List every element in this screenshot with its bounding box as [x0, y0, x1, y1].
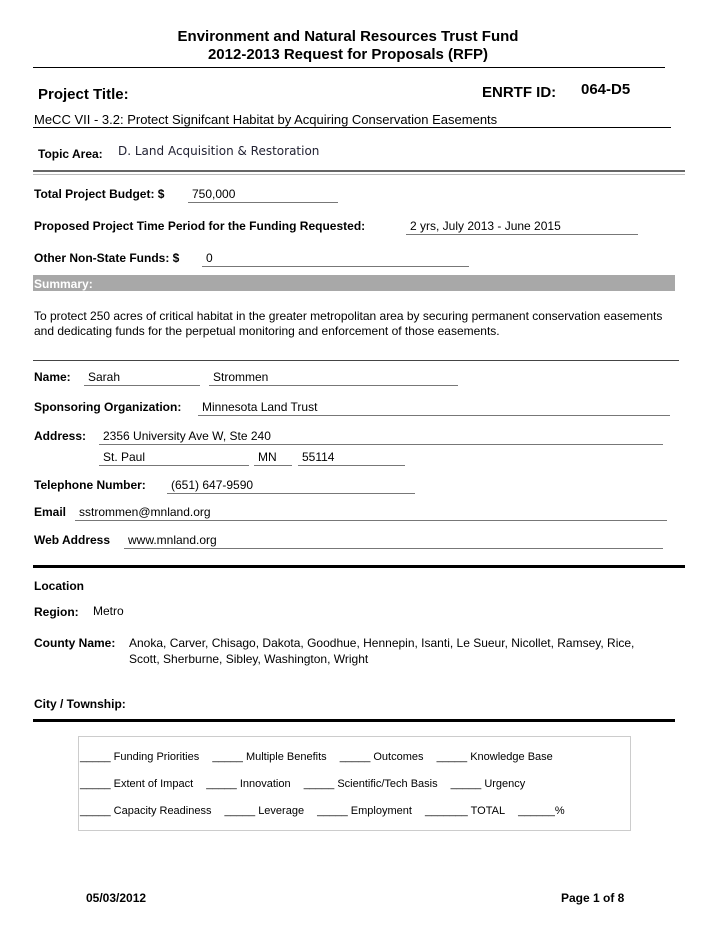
- enrtf-id-value: 064-D5: [581, 81, 631, 98]
- score-knowledge-base: _____ Knowledge Base: [436, 751, 553, 763]
- telephone-label: Telephone Number:: [34, 478, 146, 492]
- address-street-value: 2356 University Ave W, Ste 240: [99, 429, 663, 445]
- time-period-label: Proposed Project Time Period for the Funding Requested:: [34, 219, 366, 233]
- footer-date: 05/03/2012: [86, 891, 147, 905]
- sponsoring-org-value: Minnesota Land Trust: [198, 400, 670, 416]
- score-leverage: _____ Leverage: [224, 805, 305, 817]
- score-funding-priorities: _____ Funding Priorities: [80, 751, 200, 763]
- address-zip-value: 55114: [298, 450, 405, 466]
- score-outcomes: _____ Outcomes: [339, 751, 424, 763]
- time-period-value: 2 yrs, July 2013 - June 2015: [406, 219, 638, 235]
- topic-area-value: D. Land Acquisition & Restoration: [118, 144, 320, 158]
- summary-header-bar: [33, 275, 675, 291]
- score-employment: _____ Employment: [317, 805, 412, 817]
- name-label: Name:: [34, 370, 71, 384]
- address-label: Address:: [34, 429, 87, 443]
- first-name-value: Sarah: [84, 370, 200, 386]
- location-rule: [33, 719, 675, 722]
- footer-page-number: Page 1 of 8: [561, 891, 625, 905]
- non-state-funds-label: Other Non-State Funds: $: [34, 251, 180, 265]
- score-capacity-readiness: _____ Capacity Readiness: [80, 805, 212, 817]
- score-total: _______ TOTAL: [424, 805, 506, 817]
- county-value: Anoka, Carver, Chisago, Dakota, Goodhue, Hennepin, Isanti, Le Sueur, Nicollet, Ramsey, Rice, Scott, Sherburne, Sibley, Washington, Wright: [129, 636, 635, 666]
- location-heading: Location: [34, 579, 84, 593]
- web-address-value: www.mnland.org: [124, 533, 663, 549]
- score-urgency: _____ Urgency: [450, 778, 526, 790]
- region-value: Metro: [93, 604, 124, 618]
- web-address-label: Web Address: [34, 533, 111, 547]
- county-label: County Name:: [34, 636, 116, 650]
- total-budget-label: Total Project Budget: $: [34, 187, 165, 201]
- project-title-value: MeCC VII - 3.2: Protect Signifcant Habitat by Acquiring Conservation Easements: [34, 112, 498, 127]
- city-township-label: City / Township:: [34, 697, 126, 711]
- project-title-label: Project Title:: [38, 86, 129, 103]
- score-scientific-tech-basis: _____ Scientific/Tech Basis: [303, 778, 438, 790]
- address-city-value: St. Paul: [99, 450, 249, 466]
- sponsoring-org-label: Sponsoring Organization:: [34, 400, 182, 414]
- topic-rule: [33, 170, 685, 172]
- document-subtitle: 2012-2013 Request for Proposals (RFP): [207, 46, 489, 63]
- region-label: Region:: [34, 605, 79, 619]
- topic-rule-shadow: [33, 174, 685, 175]
- last-name-value: Strommen: [209, 370, 458, 386]
- scoring-row-3: [80, 805, 575, 817]
- summary-text: To protect 250 acres of critical habitat in the greater metropolitan area by securing permanent conservation easements and dedicating funds for the perpetual monitoring and enforcement of those easements.: [34, 309, 663, 338]
- non-state-funds-value: 0: [202, 251, 469, 267]
- score-innovation: _____ Innovation: [206, 778, 291, 790]
- scoring-row-1: [80, 751, 563, 763]
- telephone-value: (651) 647-9590: [167, 478, 415, 494]
- score-percent: ______%: [518, 805, 565, 817]
- header-rule: [33, 67, 665, 68]
- summary-rule: [33, 360, 679, 361]
- document-title: Environment and Natural Resources Trust Fund: [177, 28, 519, 45]
- scoring-row-2: [80, 778, 535, 790]
- summary-label: Summary:: [34, 277, 93, 291]
- email-value: sstrommen@mnland.org: [75, 505, 667, 521]
- address-state-value: MN: [254, 450, 292, 466]
- score-multiple-benefits: _____ Multiple Benefits: [212, 751, 327, 763]
- total-budget-value: 750,000: [188, 187, 338, 203]
- topic-area-label: Topic Area:: [38, 147, 103, 161]
- enrtf-id-label: ENRTF ID:: [482, 84, 557, 101]
- contact-rule: [33, 565, 685, 568]
- project-title-rule: [33, 127, 671, 128]
- score-extent-of-impact: _____ Extent of Impact: [80, 778, 194, 790]
- email-label: Email: [34, 505, 67, 519]
